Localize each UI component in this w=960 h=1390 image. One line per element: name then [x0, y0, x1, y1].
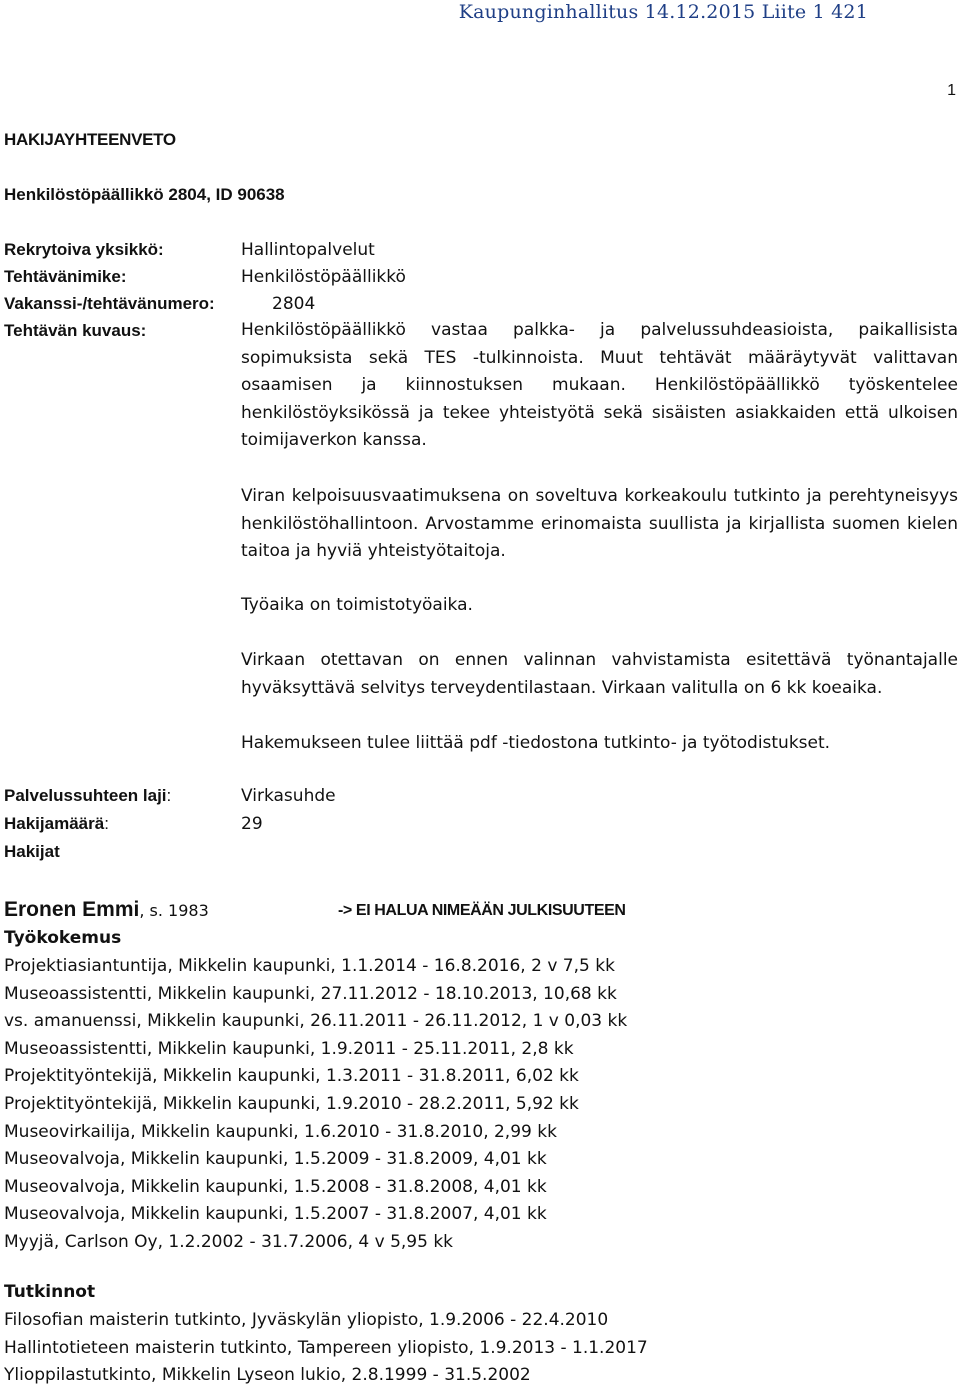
experience-list	[4, 953, 627, 1257]
position-heading: Henkilöstöpäällikkö 2804, ID 90638	[4, 185, 285, 204]
description-paragraph: Hakemukseen tulee liittää pdf -tiedostona tutkinto- ja työtodistukset.	[241, 733, 831, 753]
page-number: 1	[947, 82, 956, 99]
employment-type-value: Virkasuhde	[241, 786, 336, 806]
degrees-list	[4, 1307, 648, 1390]
experience-item: Museoassistentti, Mikkelin kaupunki, 1.9.2011 - 25.11.2011, 2,8 kk	[4, 1038, 574, 1059]
experience-item: Museovalvoja, Mikkelin kaupunki, 1.5.2007 - 31.8.2007, 4,01 kk	[4, 1204, 547, 1225]
degree-item: Hallintotieteen maisterin tutkinto, Tampereen yliopisto, 1.9.2013 - 1.1.2017	[4, 1337, 648, 1358]
applicant-count-value: 29	[241, 814, 263, 834]
experience-item: Museovalvoja, Mikkelin kaupunki, 1.5.2008 - 31.8.2008, 4,01 kk	[4, 1176, 547, 1197]
experience-heading: Työkokemus	[4, 928, 122, 948]
description-paragraph: Virkaan otettavan on ennen valinnan vahvistamista esitettävä työnantajalle hyväksyttävä selvitys terveydentilastaan. Virkaan valitulla on 6 kk koeaika.	[241, 650, 958, 698]
applicant-name-row	[4, 898, 209, 922]
document-reference: Kaupunginhallitus 14.12.2015 Liite 1 421	[458, 1, 868, 23]
experience-item: Museovirkailija, Mikkelin kaupunki, 1.6.2010 - 31.8.2010, 2,99 kk	[4, 1121, 557, 1142]
description-label: Tehtävän kuvaus:	[4, 321, 147, 340]
degrees-heading: Tutkinnot	[4, 1282, 96, 1302]
job-title-label: Tehtävänimike:	[4, 267, 127, 286]
experience-item: Projektityöntekijä, Mikkelin kaupunki, 1.9.2010 - 28.2.2011, 5,92 kk	[4, 1093, 579, 1114]
degree-item: Filosofian maisterin tutkinto, Jyväskylän yliopisto, 1.9.2006 - 22.4.2010	[4, 1310, 609, 1330]
description-paragraph: Henkilöstöpäällikkö vastaa palkka- ja palvelussuhdeasioista, paikallisista sopimuksista sekä TES -tulkinnoista. Muut tehtävät määräytyvät valittavan osaamisen ja kiinnostuksen mukaan. Henkilöstöpäällikkö työskentelee henkilöstöyksikössä ja tekee yhteistyötä sekä sisäisten asiakkaiden että ulkoisen toimijaverkon kanssa.	[241, 320, 958, 450]
applicant-count-label: Hakijamäärä	[4, 814, 105, 833]
employment-type-row: Palvelussuhteen laji:	[4, 786, 172, 805]
applicant-name: Eronen Emmi	[4, 898, 140, 921]
vacancy-label: Vakanssi-/tehtävänumero:	[4, 294, 215, 313]
applicant-birth: , s. 1983	[139, 901, 209, 920]
document-title: HAKIJAYHTEENVETO	[4, 130, 176, 149]
job-title-value: Henkilöstöpäällikkö	[241, 267, 406, 287]
applicant-count-row: Hakijamäärä:	[4, 814, 109, 833]
description-paragraph: Viran kelpoisuusvaatimuksena on soveltuva korkeakoulu tutkinto ja perehtyneisyys henkilöstöhallintoon. Arvostamme erinomaista suullista ja kirjallista suomen kielen taitoa ja hyviä yhteistyötaitoja.	[241, 486, 958, 561]
experience-item: Projektityöntekijä, Mikkelin kaupunki, 1.3.2011 - 31.8.2011, 6,02 kk	[4, 1066, 579, 1087]
description-paragraph: Työaika on toimistotyöaika.	[241, 595, 473, 615]
vacancy-value: 2804	[272, 294, 316, 314]
publicity-note: -> EI HALUA NIMEÄÄN JULKISUUTEEN	[338, 902, 626, 919]
experience-item: Myyjä, Carlson Oy, 1.2.2002 - 31.7.2006, 4 v 5,95 kk	[4, 1231, 454, 1252]
employment-type-label: Palvelussuhteen laji	[4, 786, 167, 805]
experience-item: Museoassistentti, Mikkelin kaupunki, 27.11.2012 - 18.10.2013, 10,68 kk	[4, 983, 617, 1004]
degree-item: Ylioppilastutkinto, Mikkelin Lyseon lukio, 2.8.1999 - 31.5.2002	[4, 1365, 531, 1386]
experience-item: vs. amanuenssi, Mikkelin kaupunki, 26.11.2011 - 26.11.2012, 1 v 0,03 kk	[4, 1011, 628, 1032]
unit-value: Hallintopalvelut	[241, 240, 375, 260]
applicants-heading: Hakijat	[4, 842, 60, 861]
experience-item: Museovalvoja, Mikkelin kaupunki, 1.5.2009 - 31.8.2009, 4,01 kk	[4, 1149, 547, 1170]
experience-item: Projektiasiantuntija, Mikkelin kaupunki, 1.1.2014 - 16.8.2016, 2 v 7,5 kk	[4, 956, 615, 976]
unit-label: Rekrytoiva yksikkö:	[4, 240, 164, 259]
